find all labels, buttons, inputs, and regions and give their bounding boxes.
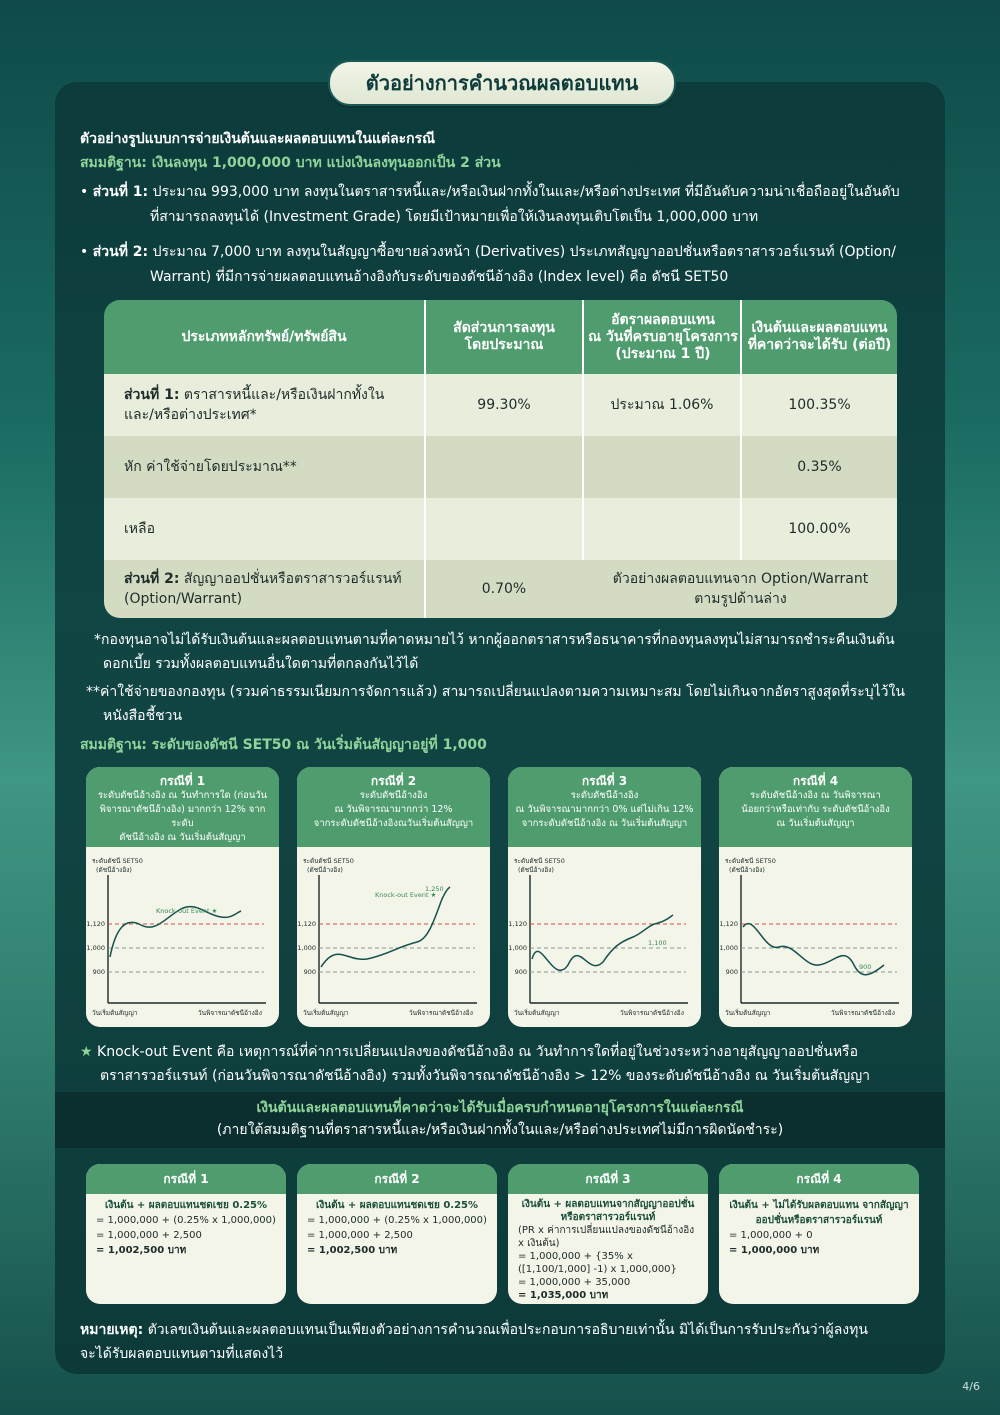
case-desc: จากระดับดัชนีอ้างอิง ณ วันเริ่มต้นสัญญา [521, 818, 688, 829]
y-axis-title: ระดับดัชนี SET50 [303, 857, 354, 865]
results-section-title: เงินต้นและผลตอบแทนที่คาดว่าจะได้รับเมื่อครบกำหนดอายุโครงการในแต่ละกรณี [256, 1100, 744, 1116]
tick-label: 1,120 [86, 920, 105, 928]
case-chart-3 [508, 847, 701, 1027]
case-title: กรณีที่ 4 [792, 774, 839, 788]
x-start-label: วันเริ่มต้นสัญญา [303, 1009, 349, 1017]
row1-asset: ส่วนที่ 1: ตราสารหนี้และ/หรือเงินฝากทั้งใน และ/หรือต่างประเทศ* [124, 387, 385, 423]
case-desc: ระดับดัชนีอ้างอิง [570, 790, 639, 801]
tick-label: 1,000 [297, 944, 316, 952]
row4-merged: ตัวอย่างผลตอบแทนจาก Option/Warrant ตามรูปด้านล่าง [612, 571, 869, 607]
case-card-2 [297, 767, 490, 1027]
table-header-rate: อัตราผลตอบแทน ณ วันที่ครบอายุโครงการ (ประมาณ 1 ปี) [588, 311, 738, 362]
result-card-3 [508, 1164, 708, 1304]
tick-label: 900 [725, 968, 738, 976]
knockout-label: Knock-out Event ★ [156, 907, 218, 915]
y-axis-title: ระดับดัชนี SET50 [725, 857, 776, 865]
case-chart-1 [86, 847, 279, 1027]
row1-rate: ประมาณ 1.06% [610, 397, 714, 413]
knockout-explanation: ★ Knock-out Event คือ เหตุการณ์ที่ค่าการเปลี่ยนแปลงของดัชนีอ้างอิง ณ วันทำการใดที่อยู่ในช่วงระหว่างอายุสัญญาออปชั่นหรือ ตราสารวอร์แรนท์ (ก่อนวันพิจารณาดัชนีอ้างอิง) รวมทั้งวันพิจารณาดัชนีอ้างอิง > 12% ของระดับดัชนีอ้างอิง ณ วันเริ่มต้นสัญญา [80, 1044, 871, 1084]
tick-label: 1,120 [508, 920, 527, 928]
row4-ratio: 0.70% [481, 581, 527, 597]
x-end-label: วันพิจารณาดัชนีอ้างอิง [620, 1009, 684, 1017]
page-title: ตัวอย่างการคำนวณผลตอบแทน [328, 60, 676, 106]
row4-asset: ส่วนที่ 2: สัญญาออปชั่นหรือตราสารวอร์แรนท์ (Option/Warrant) [124, 571, 402, 607]
case-title: กรณีที่ 3 [581, 774, 628, 788]
allocation-table [104, 300, 897, 618]
case-title: กรณีที่ 1 [159, 774, 206, 788]
result-formula-head: เงินต้น + ผลตอบแทนชดเชย 0.25% [104, 1200, 268, 1211]
result-title: กรณีที่ 2 [297, 1164, 497, 1194]
table-header-asset: ประเภทหลักทรัพย์/ทรัพย์สิน [181, 328, 347, 345]
assumption-investment: สมมติฐาน: เงินลงทุน 1,000,000 บาท แบ่งเงินลงทุนออกเป็น 2 ส่วน [80, 155, 501, 171]
tick-label: 1,120 [719, 920, 738, 928]
result-title: กรณีที่ 4 [719, 1164, 919, 1194]
case-card-header [86, 767, 279, 847]
row2-total: 0.35% [797, 459, 842, 475]
result-total: = 1,000,000 บาท [729, 1245, 820, 1256]
case-desc: ณ วันเริ่มต้นสัญญา [776, 818, 855, 829]
case-desc: จากระดับดัชนีอ้างอิงณวันเริ่มต้นสัญญา [313, 818, 474, 829]
row1-total: 100.35% [788, 397, 851, 413]
row2-expense: หัก ค่าใช้จ่ายโดยประมาณ** [124, 459, 297, 475]
case-desc: น้อยกว่าหรือเท่ากับ ระดับดัชนีอ้างอิง [741, 804, 890, 815]
tick-label: 900 [514, 968, 527, 976]
result-total: = 1,035,000 บาท [518, 1290, 609, 1301]
point-label: 900 [859, 963, 872, 971]
section-heading: ตัวอย่างรูปแบบการจ่ายเงินต้นและผลตอบแทนในแต่ละกรณี [80, 131, 436, 147]
x-start-label: วันเริ่มต้นสัญญา [514, 1009, 560, 1017]
result-line: = 1,000,000 + 0 [729, 1230, 813, 1241]
result-card-1 [86, 1164, 286, 1304]
x-start-label: วันเริ่มต้นสัญญา [725, 1009, 771, 1017]
result-line: = 1,000,000 + 35,000 [518, 1277, 631, 1288]
tick-label: 1,000 [86, 944, 105, 952]
tick-label: 1,000 [508, 944, 527, 952]
result-total: = 1,002,500 บาท [96, 1245, 187, 1256]
x-end-label: วันพิจารณาดัชนีอ้างอิง [409, 1009, 473, 1017]
tick-label: 900 [92, 968, 105, 976]
tick-label: 1,120 [297, 920, 316, 928]
y-axis-title: ระดับดัชนี SET50 [514, 857, 565, 865]
result-card-2 [297, 1164, 497, 1304]
tick-label: 900 [303, 968, 316, 976]
result-card-4 [719, 1164, 919, 1304]
case-card-header [719, 767, 912, 847]
knockout-label: Knock-out Event ★ [375, 891, 437, 899]
footnote-1: *กองทุนอาจไม่ได้รับเงินต้นและผลตอบแทนตามที่คาดหมายไว้ หากผู้ออกตราสารหรือธนาคารที่กองทุนลงทุนไม่สามารถชำระคืนเงินต้น ดอกเบี้ย รวมทั้งผลตอบแทนอื่นใดตามที่ตกลงกันไว้ได้ [94, 632, 895, 672]
y-axis-title: (ดัชนีอ้างอิง) [729, 866, 765, 874]
table-header-ratio: สัดส่วนการลงทุน โดยประมาณ [453, 320, 555, 353]
result-formula-head: เงินต้น + ผลตอบแทนชดเชย 0.25% [315, 1200, 479, 1211]
result-line: = 1,000,000 + (0.25% x 1,000,000) [307, 1215, 487, 1226]
result-total: = 1,002,500 บาท [307, 1245, 398, 1256]
result-formula-head: เงินต้น + ผลตอบแทนจากสัญญาออปชั่น หรือตราสารวอร์แรนท์ [521, 1199, 695, 1223]
x-start-label: วันเริ่มต้นสัญญา [92, 1009, 138, 1017]
result-line: = 1,000,000 + {35% x ([1,100/1,000] -1) x 1,000,000} [518, 1251, 677, 1275]
result-title: กรณีที่ 3 [508, 1164, 708, 1194]
assumption-set50: สมมติฐาน: ระดับของดัชนี SET50 ณ วันเริ่มต้นสัญญาอยู่ที่ 1,000 [80, 737, 487, 753]
y-axis-title: (ดัชนีอ้างอิง) [307, 866, 343, 874]
case-card-header [297, 767, 490, 847]
case-desc: ณ วันพิจารณามากกว่า 12% [334, 804, 453, 815]
y-axis-title: ระดับดัชนี SET50 [92, 857, 143, 865]
results-section-bar [55, 1092, 945, 1148]
case-desc: ดัชนีอ้างอิง ณ วันเริ่มต้นสัญญา [119, 832, 246, 843]
table-header-total: เงินต้นและผลตอบแทน ที่คาดว่าจะได้รับ (ต่อปี) [747, 320, 892, 353]
case-card-4 [719, 767, 912, 1027]
case-title: กรณีที่ 2 [370, 774, 417, 788]
row3-total: 100.00% [788, 521, 851, 537]
results-section-subtitle: (ภายใต้สมมติฐานที่ตราสารหนี้และ/หรือเงินฝากทั้งในและ/หรือต่างประเทศไม่มีการผิดนัดชำระ) [216, 1122, 784, 1138]
case-desc: พิจารณาดัชนีอ้างอิง) มากกว่า 12% จากระดับ [99, 804, 266, 829]
case-chart-2 [297, 847, 490, 1027]
remark: หมายเหตุ: ตัวเลขเงินต้นและผลตอบแทนเป็นเพียงตัวอย่างการคำนวณเพื่อประกอบการอธิบายเท่านั้น มิได้เป็นการรับประกันว่าผู้ลงทุน จะได้รับผลตอบแทนตามที่แสดงไว้ [80, 1322, 868, 1362]
case-card-1 [86, 767, 279, 1027]
x-end-label: วันพิจารณาดัชนีอ้างอิง [831, 1009, 895, 1017]
result-line: = 1,000,000 + (0.25% x 1,000,000) [96, 1215, 276, 1226]
result-line: (PR x ค่าการเปลี่ยนแปลงของดัชนีอ้างอิง x เงินต้น) [518, 1225, 695, 1249]
result-line: = 1,000,000 + 2,500 [96, 1230, 202, 1241]
case-card-3 [508, 767, 701, 1027]
result-title: กรณีที่ 1 [86, 1164, 286, 1194]
star-icon: ★ [80, 1044, 93, 1060]
result-line: = 1,000,000 + 2,500 [307, 1230, 413, 1241]
result-formula-head: เงินต้น + ไม่ได้รับผลตอบแทน จากสัญญาออปชั่นหรือตราสารวอร์แรนท์ [729, 1200, 909, 1226]
y-axis-title: (ดัชนีอ้างอิง) [518, 866, 554, 874]
part1-bullet: • ส่วนที่ 1: ประมาณ 993,000 บาท ลงทุนในตราสารหนี้และ/หรือเงินฝากทั้งในและ/หรือต่างประเทศ ที่มีอันดับความน่าเชื่อถืออยู่ในอันดับ ที่สามารถลงทุนได้ (Investment Grade) โดยมีเป้าหมายเพื่อให้เงินลงทุนเติบโตเป็น 1,000,000 บาท [80, 184, 900, 225]
y-axis-title: (ดัชนีอ้างอิง) [96, 866, 132, 874]
footnote-2: **ค่าใช้จ่ายของกองทุน (รวมค่าธรรมเนียมการจัดการแล้ว) สามารถเปลี่ยนแปลงตามความเหมาะสม โดยไม่เกินจากอัตราสูงสุดที่ระบุไว้ใน หนังสือชี้ชวน [86, 684, 905, 724]
case-card-header [508, 767, 701, 847]
tick-label: 1,000 [719, 944, 738, 952]
case-desc: ระดับดัชนีอ้างอิง ณ วันทำการใด (ก่อนวัน [97, 790, 268, 801]
case-chart-4 [719, 847, 912, 1027]
x-end-label: วันพิจารณาดัชนีอ้างอิง [198, 1009, 262, 1017]
part2-bullet: • ส่วนที่ 2: ประมาณ 7,000 บาท ลงทุนในสัญญาซื้อขายล่วงหน้า (Derivatives) ประเภทสัญญาออปชั่นหรือตราสารวอร์แรนท์ (Option/ Warrant) ที่มีการจ่ายผลตอบแทนอ้างอิงกับระดับของดัชนีอ้างอิง (Index level) คือ ดัชนี SET50 [80, 244, 896, 285]
row3-remaining: เหลือ [124, 521, 156, 537]
index-line [321, 887, 450, 967]
point-label: 1,250 [425, 885, 444, 893]
page-number: 4/6 [962, 1380, 980, 1393]
case-desc: ระดับดัชนีอ้างอิง ณ วันพิจารณา [750, 790, 881, 801]
row1-ratio: 99.30% [477, 397, 531, 413]
point-label: 1,100 [648, 939, 667, 947]
case-desc: ณ วันพิจารณามากกว่า 0% แต่ไม่เกิน 12% [515, 804, 694, 815]
case-desc: ระดับดัชนีอ้างอิง [359, 790, 428, 801]
